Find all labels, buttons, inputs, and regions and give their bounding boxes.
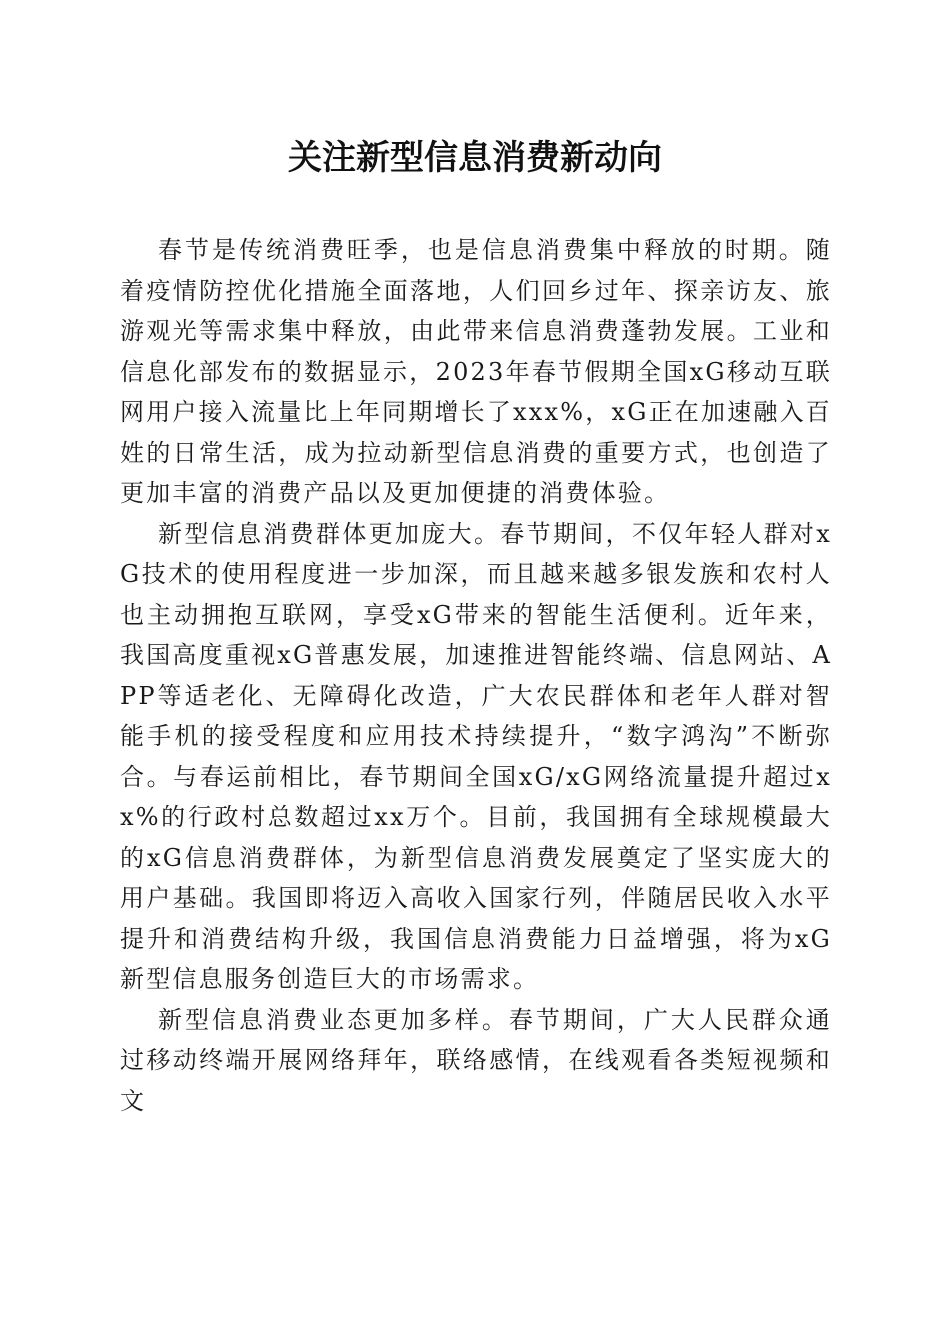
- paragraph: 新型信息消费业态更加多样。春节期间，广大人民群众通过移动终端开展网络拜年，联络感情，在线观看各类短视频和文: [120, 1005, 832, 1115]
- document-body: [120, 230, 832, 1121]
- document-title: 关注新型信息消费新动向: [288, 138, 662, 178]
- paragraph: 新型信息消费群体更加庞大。春节期间，不仅年轻人群对xG技术的使用程度进一步加深，而且越来越多银发族和农村人也主动拥抱互联网，享受xG带来的智能生活便利。近年来，我国高度重视xG普惠发展，加速推进智能终端、信息网站、APP等适老化、无障碍化改造，广大农民群体和老年人群对智能手机的接受程度和应用技术持续提升，“数字鸿沟”不断弥合。与春运前相比，春节期间全国xG/xG网络流量提升超过xx%的行政村总数超过xx万个。目前，我国拥有全球规模最大的xG信息消费群体，为新型信息消费发展奠定了坚实庞大的用户基础。我国即将迈入高收入国家行列，伴随居民收入水平提升和消费结构升级，我国信息消费能力日益增强，将为xG新型信息服务创造巨大的市场需求。: [120, 519, 832, 993]
- paragraph: 春节是传统消费旺季，也是信息消费集中释放的时期。随着疫情防控优化措施全面落地，人们回乡过年、探亲访友、旅游观光等需求集中释放，由此带来信息消费蓬勃发展。工业和信息化部发布的数据显示，2023年春节假期全国xG移动互联网用户接入流量比上年同期增长了xxx%，xG正在加速融入百姓的日常生活，成为拉动新型信息消费的重要方式，也创造了更加丰富的消费产品以及更加便捷的消费体验。: [120, 236, 832, 507]
